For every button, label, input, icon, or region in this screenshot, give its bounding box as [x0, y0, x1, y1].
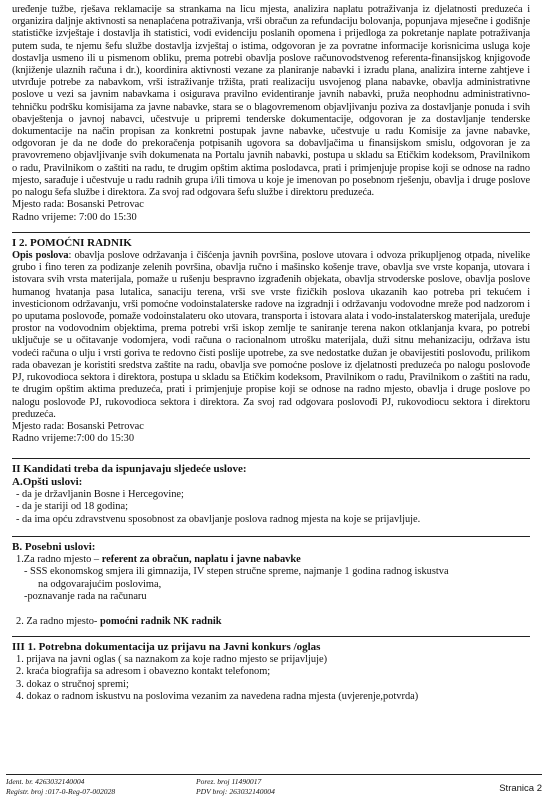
special-condition-1-position: referent za obračun, naplatu i javne nabavke	[101, 553, 301, 565]
conditions-heading: II Kandidati treba da ispunjavaju sljedeće uslove:	[12, 462, 247, 475]
special-condition-2-prefix: 2. Za radno mjesto-	[16, 615, 100, 627]
work-hours: Radno vrijeme: 7:00 do 15:30	[12, 211, 137, 223]
special-condition-2	[12, 616, 530, 628]
assistant-job-description	[12, 250, 530, 421]
job-description-label: Opis poslova	[12, 250, 69, 262]
special-conditions-heading: B. Posebni uslovi:	[12, 540, 96, 553]
section-heading-assistant-worker: I 2. POMOĆNI RADNIK	[12, 237, 132, 250]
documentation-heading: III 1. Potrebna dokumentacija uz prijavu na Javni konkurs /oglas	[12, 640, 321, 653]
special-condition-1-item: - SSS ekonomskog smjera ili gimnazija, IV stepen stručne spreme, najmanje 1 godina radnog iskustva	[24, 566, 449, 578]
work-location: Mjesto rada: Bosanski Petrovac	[12, 199, 144, 211]
special-condition-2-position: pomoćni radnik NK radnik	[99, 615, 222, 627]
work-location: Mjesto rada: Bosanski Petrovac	[12, 420, 144, 432]
special-condition-1	[12, 554, 530, 566]
tax-number: Porez. broj 11490017	[196, 777, 262, 786]
ident-number: Ident. br. 4263032140004	[6, 777, 85, 786]
general-condition-item: - da je državljanin Bosne i Hercegovine;	[16, 488, 184, 500]
page-number: Stranica 2	[499, 783, 542, 794]
registry-number: Registr. broj :017-0-Reg-07-002028	[6, 786, 116, 796]
special-condition-1-item: na odgovarajućim poslovima,	[38, 578, 162, 590]
general-condition-item: - da ima opću zdravstvenu sposobnost za obavljanje poslova radnog mjesta na koje se prijavljuje.	[16, 513, 421, 525]
documentation-item: 2. kraća biografija sa adresom i obavezno kontakt telefonom;	[16, 666, 271, 678]
general-conditions-heading: A.Opšti uslovi:	[12, 475, 83, 488]
work-hours: Radno vrijeme:7:00 do 15:30	[12, 433, 135, 445]
vat-number: PDV broj: 263032140004	[196, 786, 275, 796]
general-condition-item: - da je stariji od 18 godina;	[16, 501, 128, 513]
job-description-continued: uređenje tužbe, rješava reklamacije sa strankama na licu mjesta, analizira naplatu potraživanja iz djelatnosti preduzeća i organizira daljnje aktivnosti sa nenaplaćena potraživanja, vrši obračun za refundaciju bolovanja, popunjava mjesečne i godišnje statističke izvještaje i dostavlja ih statistici, vodi evidenciju poslanih opomena i prijedloga za pokretanje naplate potraživanja putem suda, te njemu šefu službe dostavlja izvještaj o istima, odgovoran je za povratne informacije korisnicima usluga koje dostavlja usmeno ili u pismenom obliku, prema potrebi obavlja poslove računovodstvenog referenta-finansijskog knjigovođe (knjiženje ulaznih računa i dr.), koordinira aktivnosti vezane za planiranje nabavki i izradu plana, analizira interne zahtjeve i utvrđuje potrebe za nabavkom, vrši istraživanje tržišta, prati realizaciju usvojenog plana nabavke, obavlja administrativne poslove u vezi sa javnim nabavkama i osigurava pravilno evidentiranje javnih nabavki, pruža neophodnu administrativno-tehničku podršku komisijama za javne nabavke, stara se o blagovremenom objavljivanju poziva za dostavljanje ponuda i svih obavještenja o javnoj nabavci, učestvuje u pripremi tenderske dokumentacije, odgovoran je za dostavljanje tenderske dokumentacije na način propisan za konkretni postupak javne nabavke, učestvuje u radu Komisije za javne nabavke, odgovoran je da ne dođe do prekoračenja potpisanih ugovora sa dobavljačima u finansijskom smislu, odgovoran je za pravovremeno objavljivanje svih dokumenata na Portalu javnih nabavki, postupa u skladu sa Etičkim kodeksom, Pravilnikom o radu, Pravilnikom o zaštiti na radu, te drugim opštim aktima poslodavca, prati i primjenjuje propise koji se odnose na radno mjesto, sarađuje i učestvuje u radu radnih grupa i/ili timova u koje je imenovan po posebnom rješenju, obavlja i druge poslove po nalogu šefa službe i direktora. Za svoj rad odgovara šefu službe i direktoru preduzeća.	[12, 4, 530, 199]
job-description-text: : obavlja poslove održavanja i čišćenja javnih površina, poslove utovara i odvoza prikupljenog otpada, nivelike grubo i fino teren za podizanje zelenih površina, obavlja ručno i mašinsko košenje trave, obavlja sve vrste kopanja, utovara i istovara svih vrsta materijala, pomaže u rušenju bespravno izgrađenih objekata, obavlja strvoderske poslove, obavlja poslove humanog hvatanja pasa lutalica, sanaciju terena, vrši sve vrste fizičkih poslova ukazanih kao potreba pri tekućem i investicionom održavanju, vrši pomoćne vodoinstalaterske radove na izgradnji i održavanju vodovodne mreže pod nadzorom i po uputama poslovođe, pomaže vodoinstalateru oko utovara, transporta i istovara alata i vodo-instalaterskog materijala, uređuje prostor na vodovodnim objektima, prema potrebi vrši iskop zemlje te saniranje terena nakon otklanjanja kvara, po potrebi uključuje se u očitavanje vodomjera, vodi računa o racionalnom utrošku materijala, duži sitnu mehanizaciju, održava istu vodeći računa o ulju i vrsti goriva te redovno čisti poslije upotrebe, za sve nedostatke dužan je obavijestiti poslovođu, prilikom rada obavezan je koristiti sredstva zaštite na radu, obavlja sve pomoćne poslove iz djelatnosti preduzeća po nalogu poslovođe PJ, rukovodioca sektora i direktora, postupa u skladu sa Etičkim kodeksom, Pravilnikom o radu, Pravilnikom o zaštiti na radu, te drugim opštim aktima preduzeća, prati i primjenjuje propise koji se odnose na radno mjesto, obavlja i druge poslove po nalogu poslovođe PJ, rukovodioca sektora i direktora. Za svoj rad odgovara poslovođi PJ, rukovodiocu sektora i direktoru preduzeća.	[12, 250, 530, 420]
documentation-item: 3. dokaz o stručnoj spremi;	[16, 678, 129, 690]
footer-divider	[6, 774, 542, 775]
special-condition-1-prefix: 1.Za radno mjesto –	[16, 553, 102, 565]
special-condition-1-item: -poznavanje rada na računaru	[24, 591, 147, 603]
documentation-item: 4. dokaz o radnom iskustvu na poslovima vezanim za navedena radna mjesta (uvjerenje,potvrda)	[16, 691, 419, 703]
page-footer	[0, 774, 548, 796]
documentation-item: 1. prijava na javni oglas ( sa naznakom za koje radno mjesto se prijavljuje)	[16, 653, 328, 665]
